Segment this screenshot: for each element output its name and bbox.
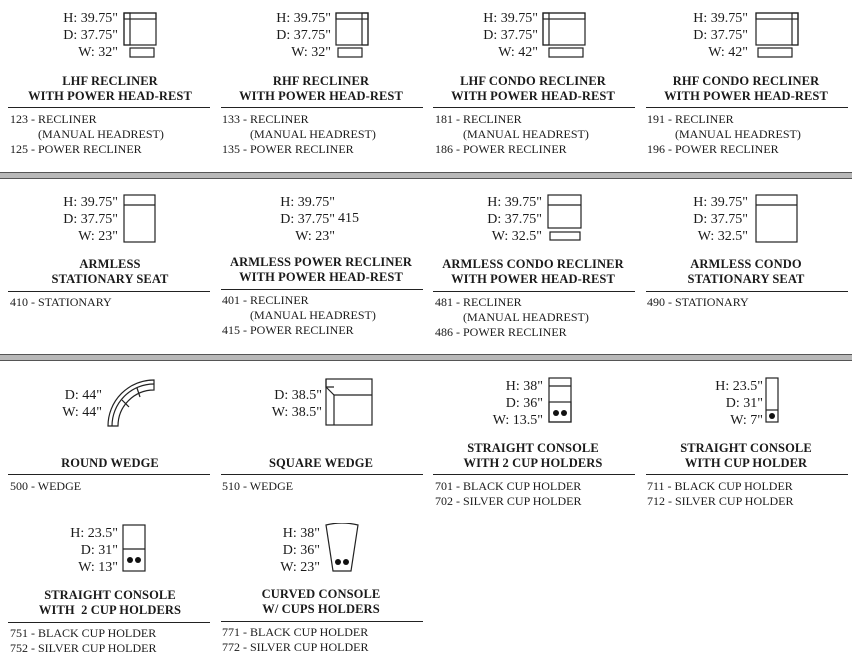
product-title: STRAIGHT CONSOLE WITH 2 CUP HOLDERS (38, 588, 182, 617)
width-value: W: 7" (730, 413, 763, 428)
divider (8, 291, 210, 292)
divider (646, 474, 848, 475)
height-value: H: 39.75" (63, 195, 118, 210)
height-value: H: 38" (282, 526, 320, 541)
depth-value: D: 37.75" (63, 28, 118, 43)
model-codes: 181 - RECLINER (MANUAL HEADREST) 186 - POWER RECLINER (435, 112, 589, 156)
depth-value: D: 37.75" (483, 28, 538, 43)
dimensions (670, 10, 748, 61)
depth-value: D: 37.75" (693, 28, 748, 43)
height-value: H: 39.75" (63, 11, 118, 26)
height-value: H: 39.75" (693, 195, 748, 210)
height-value: H: 38" (505, 379, 543, 394)
width-value: W: 32.5" (491, 229, 542, 244)
dimensions (40, 525, 118, 576)
model-codes: 751 - BLACK CUP HOLDER 752 - SILVER CUP HOLDER (10, 626, 157, 655)
height-value: H: 39.75" (487, 195, 542, 210)
width-value: W: 42" (708, 45, 748, 60)
dimensions (670, 194, 748, 245)
square-wedge-icon (325, 378, 375, 428)
round-wedge-icon (106, 378, 156, 428)
dimensions (257, 194, 335, 245)
armless-condo-icon (755, 194, 799, 244)
console-2-cup-icon (548, 377, 574, 425)
depth-value: D: 37.75" (276, 28, 331, 43)
depth-value: D: 37.75" (487, 212, 542, 227)
model-codes: 401 - RECLINER (MANUAL HEADREST) 415 - POWER RECLINER (222, 293, 376, 337)
divider (646, 291, 848, 292)
condo-recliner-lhf-icon (542, 12, 586, 60)
height-value: H: 39.75" (280, 195, 335, 210)
depth-value: D: 37.75" (693, 212, 748, 227)
width-value: W: 23" (295, 229, 335, 244)
recliner-rhf-icon (335, 12, 369, 60)
model-codes: 500 - WEDGE (10, 479, 82, 493)
armless-condo-recliner-icon (547, 194, 583, 244)
dimensions (250, 387, 322, 421)
dimensions (464, 194, 542, 245)
curved-console-icon (325, 523, 361, 575)
dimensions (30, 387, 102, 421)
width-value: W: 44" (62, 405, 102, 420)
depth-value: D: 36" (505, 396, 543, 411)
product-title: ROUND WEDGE (61, 456, 159, 470)
model-codes: 771 - BLACK CUP HOLDER 772 - SILVER CUP HOLDER (222, 625, 369, 654)
model-number-label: 415 (338, 211, 359, 226)
width-value: W: 38.5" (271, 405, 322, 420)
model-codes: 191 - RECLINER (MANUAL HEADREST) 196 - POWER RECLINER (647, 112, 801, 156)
depth-value: D: 37.75" (63, 212, 118, 227)
height-value: H: 23.5" (70, 526, 118, 541)
depth-value: D: 31" (725, 396, 763, 411)
dimensions (40, 194, 118, 245)
dimensions (253, 10, 331, 61)
dimensions (685, 378, 763, 429)
model-codes: 481 - RECLINER (MANUAL HEADREST) 486 - POWER RECLINER (435, 295, 589, 339)
dimensions (465, 378, 543, 429)
section-separator (0, 172, 852, 179)
product-title: CURVED CONSOLE W/ CUPS HOLDERS (261, 587, 381, 616)
width-value: W: 23" (280, 560, 320, 575)
width-value: W: 32" (78, 45, 118, 60)
height-value: H: 23.5" (715, 379, 763, 394)
product-title: LHF CONDO RECLINER WITH POWER HEAD-REST (451, 74, 615, 103)
divider (221, 289, 423, 290)
height-value: H: 39.75" (483, 11, 538, 26)
product-title: ARMLESS STATIONARY SEAT (51, 257, 169, 286)
product-title: STRAIGHT CONSOLE WITH CUP HOLDER (680, 441, 812, 470)
divider (221, 621, 423, 622)
dimensions (242, 525, 320, 576)
condo-recliner-rhf-icon (755, 12, 799, 60)
divider (646, 107, 848, 108)
product-title: RHF CONDO RECLINER WITH POWER HEAD-REST (664, 74, 828, 103)
model-codes: 510 - WEDGE (222, 479, 294, 493)
depth-value: D: 37.75" (280, 212, 335, 227)
product-title: SQUARE WEDGE (268, 456, 374, 470)
product-title: STRAIGHT CONSOLE WITH 2 CUP HOLDERS (463, 441, 603, 470)
divider (8, 474, 210, 475)
console-small-2-cup-icon (122, 524, 148, 574)
model-codes: 490 - STATIONARY (647, 295, 749, 309)
model-codes: 701 - BLACK CUP HOLDER 702 - SILVER CUP HOLDER (435, 479, 582, 508)
product-title: ARMLESS CONDO STATIONARY SEAT (687, 257, 805, 286)
width-value: W: 23" (78, 229, 118, 244)
armless-seat-icon (123, 194, 157, 244)
width-value: W: 32.5" (697, 229, 748, 244)
width-value: W: 13.5" (492, 413, 543, 428)
height-value: H: 39.75" (276, 11, 331, 26)
depth-value: D: 44" (64, 388, 102, 403)
console-1-cup-icon (765, 377, 781, 425)
divider (433, 107, 635, 108)
recliner-lhf-icon (123, 12, 157, 60)
product-title: ARMLESS POWER RECLINER WITH POWER HEAD-REST (229, 255, 413, 284)
model-codes: 133 - RECLINER (MANUAL HEADREST) 135 - POWER RECLINER (222, 112, 376, 156)
divider (221, 107, 423, 108)
product-title: ARMLESS CONDO RECLINER WITH POWER HEAD-REST (442, 257, 624, 286)
model-codes: 123 - RECLINER (MANUAL HEADREST) 125 - POWER RECLINER (10, 112, 164, 156)
width-value: W: 42" (498, 45, 538, 60)
width-value: W: 13" (78, 560, 118, 575)
dimensions (40, 10, 118, 61)
width-value: W: 32" (291, 45, 331, 60)
model-codes: 711 - BLACK CUP HOLDER 712 - SILVER CUP HOLDER (647, 479, 794, 508)
depth-value: D: 36" (282, 543, 320, 558)
divider (8, 107, 210, 108)
section-separator (0, 354, 852, 361)
depth-value: D: 38.5" (274, 388, 322, 403)
model-codes: 410 - STATIONARY (10, 295, 112, 309)
depth-value: D: 31" (80, 543, 118, 558)
product-title: RHF RECLINER WITH POWER HEAD-REST (239, 74, 403, 103)
divider (433, 474, 635, 475)
height-value: H: 39.75" (693, 11, 748, 26)
dimensions (460, 10, 538, 61)
product-title: LHF RECLINER WITH POWER HEAD-REST (28, 74, 192, 103)
divider (433, 291, 635, 292)
divider (8, 622, 210, 623)
divider (221, 474, 423, 475)
